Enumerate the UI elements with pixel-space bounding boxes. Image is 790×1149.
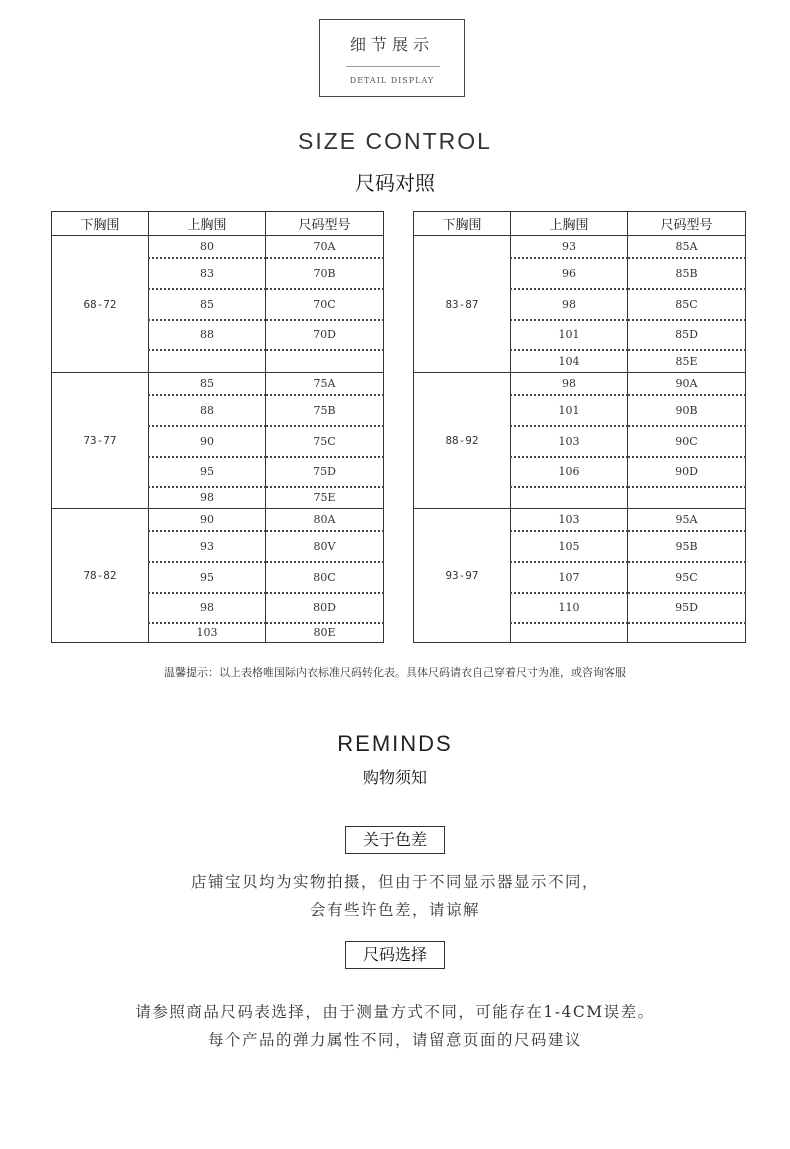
bust-cell: 96	[511, 258, 628, 289]
bust-cell: 98	[149, 593, 266, 623]
bust-cell	[511, 487, 628, 509]
size-cell: 80D	[266, 593, 384, 623]
color-note-line-1: 店铺宝贝均为实物拍摄，但由于不同显示器显示不同，	[190, 873, 599, 891]
size-cell: 90A	[628, 373, 746, 395]
bust-cell: 106	[511, 457, 628, 487]
size-cell: 75B	[266, 395, 384, 426]
size-cell: 85C	[628, 289, 746, 320]
bust-cell: 98	[511, 373, 628, 395]
size-cell: 75E	[266, 487, 384, 509]
size-cell: 75D	[266, 457, 384, 487]
size-control-title: SIZE CONTROL	[298, 128, 492, 154]
size-chart-title: 尺码对照	[355, 171, 435, 195]
size-cell: 90D	[628, 457, 746, 487]
size-cell: 70D	[266, 320, 384, 350]
bust-cell: 101	[511, 320, 628, 350]
size-cell: 70A	[266, 236, 384, 258]
bust-cell	[149, 350, 266, 373]
bust-cell: 110	[511, 593, 628, 623]
bust-cell: 103	[149, 623, 266, 643]
size-cell: 85D	[628, 320, 746, 350]
shopping-notice-title: 购物须知	[362, 768, 427, 787]
size-cell: 70C	[266, 289, 384, 320]
table-row	[52, 236, 384, 258]
size-cell: 75A	[266, 373, 384, 395]
size-cell: 85A	[628, 236, 746, 258]
header-bust: 上胸围	[149, 212, 266, 236]
bust-cell: 103	[511, 509, 628, 531]
size-cell: 75C	[266, 426, 384, 457]
size-table-left	[51, 211, 384, 643]
size-cell: 85B	[628, 258, 746, 289]
underbust-range-cell: 68-72	[52, 236, 149, 373]
size-cell: 95C	[628, 562, 746, 593]
bust-cell: 90	[149, 509, 266, 531]
bust-cell: 105	[511, 531, 628, 562]
bust-cell: 93	[511, 236, 628, 258]
size-cell: 80C	[266, 562, 384, 593]
size-cell	[628, 623, 746, 643]
size-cell: 90C	[628, 426, 746, 457]
bust-cell: 95	[149, 457, 266, 487]
size-cell: 85E	[628, 350, 746, 373]
table-row	[414, 373, 746, 395]
header-underbust: 下胸围	[52, 212, 149, 236]
table-row	[414, 509, 746, 531]
underbust-range-cell: 93-97	[414, 509, 511, 643]
underbust-range-cell: 88-92	[414, 373, 511, 509]
color-difference-tag: 关于色差	[345, 826, 445, 854]
header-size: 尺码型号	[628, 212, 746, 236]
bust-cell: 85	[149, 373, 266, 395]
detail-title-cn: 细节展示	[349, 35, 434, 54]
size-cell: 95B	[628, 531, 746, 562]
divider	[346, 66, 440, 67]
underbust-range-cell: 78-82	[52, 509, 149, 643]
size-cell: 90B	[628, 395, 746, 426]
detail-display-box	[319, 19, 465, 97]
size-cell: 70B	[266, 258, 384, 289]
size-tip: 温馨提示：以上表格唯国际内衣标准尺码转化表。具体尺码请衣自己穿着尺寸为准，或咨询客服	[164, 666, 626, 679]
table-row	[52, 509, 384, 531]
table-row	[414, 236, 746, 258]
size-cell: 80E	[266, 623, 384, 643]
bust-cell: 80	[149, 236, 266, 258]
bust-cell: 103	[511, 426, 628, 457]
size-table-right	[413, 211, 746, 643]
header-bust: 上胸围	[511, 212, 628, 236]
bust-cell	[511, 623, 628, 643]
detail-title-en: DETAIL DISPLAY	[349, 76, 435, 85]
header-underbust: 下胸围	[414, 212, 511, 236]
bust-cell: 85	[149, 289, 266, 320]
underbust-range-cell: 73-77	[52, 373, 149, 509]
bust-cell: 104	[511, 350, 628, 373]
bust-cell: 83	[149, 258, 266, 289]
size-cell: 95A	[628, 509, 746, 531]
bust-cell: 98	[511, 289, 628, 320]
size-cell: 95D	[628, 593, 746, 623]
size-cell: 80A	[266, 509, 384, 531]
size-cell	[628, 487, 746, 509]
bust-cell: 95	[149, 562, 266, 593]
bust-cell: 98	[149, 487, 266, 509]
size-cell: 80V	[266, 531, 384, 562]
bust-cell: 93	[149, 531, 266, 562]
size-selection-tag: 尺码选择	[345, 941, 445, 969]
reminds-title: REMINDS	[337, 731, 453, 756]
bust-cell: 88	[149, 395, 266, 426]
size-cell	[266, 350, 384, 373]
color-note-line-2: 会有些许色差，请谅解	[309, 901, 480, 919]
bust-cell: 90	[149, 426, 266, 457]
bust-cell: 107	[511, 562, 628, 593]
underbust-range-cell: 83-87	[414, 236, 511, 373]
bust-cell: 101	[511, 395, 628, 426]
table-row	[52, 373, 384, 395]
size-note-line-2: 每个产品的弹力属性不同，请留意页面的尺码建议	[207, 1031, 582, 1049]
size-note-line-1: 请参照商品尺码表选择，由于测量方式不同，可能存在1-4CM误差。	[135, 1003, 655, 1021]
header-size: 尺码型号	[266, 212, 384, 236]
bust-cell: 88	[149, 320, 266, 350]
